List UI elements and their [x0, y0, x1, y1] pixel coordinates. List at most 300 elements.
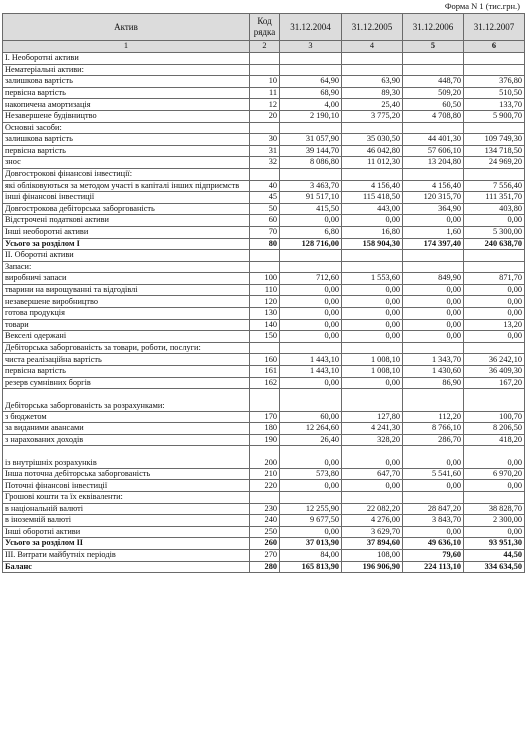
- row-label: знос: [3, 157, 250, 169]
- row-code: 180: [250, 423, 280, 435]
- cell-value: 1 553,60: [342, 273, 403, 285]
- table-row: [3, 526, 525, 538]
- row-label: Векселі одержані: [3, 331, 250, 343]
- table-row: [3, 110, 525, 122]
- cell-value: 1 343,70: [403, 354, 464, 366]
- row-code: 12: [250, 99, 280, 111]
- table-row: [3, 377, 525, 389]
- row-code: 30: [250, 134, 280, 146]
- balance-sheet-table: [2, 13, 525, 573]
- cell-value: [280, 389, 342, 411]
- cell-value: 4 708,80: [403, 110, 464, 122]
- table-row: [3, 446, 525, 468]
- row-code: [250, 250, 280, 262]
- cell-value: 133,70: [464, 99, 525, 111]
- cell-value: 0,00: [464, 526, 525, 538]
- table-row: [3, 226, 525, 238]
- cell-value: 0,00: [342, 296, 403, 308]
- cell-value: 63,90: [342, 76, 403, 88]
- row-code: 160: [250, 354, 280, 366]
- row-code: 40: [250, 180, 280, 192]
- row-label: Нематеріальні активи:: [3, 64, 250, 76]
- cell-value: [464, 122, 525, 134]
- row-code: 210: [250, 468, 280, 480]
- row-code: 120: [250, 296, 280, 308]
- row-code: 162: [250, 377, 280, 389]
- row-label: первісна вартість: [3, 145, 250, 157]
- cell-value: [342, 168, 403, 180]
- cell-value: 38 828,70: [464, 503, 525, 515]
- cell-value: [280, 342, 342, 354]
- row-label: Інші необоротні активи: [3, 226, 250, 238]
- row-label: Відстрочені податкові активи: [3, 215, 250, 227]
- cell-value: 2 300,00: [464, 515, 525, 527]
- table-row: [3, 561, 525, 573]
- cell-value: [342, 389, 403, 411]
- cell-value: 111 351,70: [464, 192, 525, 204]
- table-row: [3, 192, 525, 204]
- cell-value: 0,00: [403, 526, 464, 538]
- row-label: Основні засоби:: [3, 122, 250, 134]
- cell-value: 328,20: [342, 434, 403, 446]
- cell-value: 165 813,90: [280, 561, 342, 573]
- table-row: [3, 203, 525, 215]
- column-number: 4: [342, 41, 403, 53]
- table-row: [3, 64, 525, 76]
- cell-value: 64,90: [280, 76, 342, 88]
- cell-value: [403, 250, 464, 262]
- cell-value: 1 008,10: [342, 366, 403, 378]
- cell-value: 1 430,60: [403, 366, 464, 378]
- cell-value: [403, 342, 464, 354]
- cell-value: [342, 64, 403, 76]
- cell-value: 89,30: [342, 87, 403, 99]
- row-label: Незавершене будівництво: [3, 110, 250, 122]
- cell-value: 4,00: [280, 99, 342, 111]
- cell-value: 0,00: [280, 480, 342, 492]
- cell-value: 108,00: [342, 549, 403, 561]
- row-code: 32: [250, 157, 280, 169]
- cell-value: [280, 64, 342, 76]
- table-row: [3, 491, 525, 503]
- cell-value: 4 156,40: [342, 180, 403, 192]
- header-2004: 31.12.2004: [280, 14, 342, 41]
- row-label: в іноземній валюті: [3, 515, 250, 527]
- row-label: залишкова вартість: [3, 134, 250, 146]
- row-code: 220: [250, 480, 280, 492]
- cell-value: 364,90: [403, 203, 464, 215]
- cell-value: 7 556,40: [464, 180, 525, 192]
- table-row: [3, 331, 525, 343]
- row-code: 200: [250, 446, 280, 468]
- row-label: I. Необоротні активи: [3, 53, 250, 65]
- cell-value: 4 241,30: [342, 423, 403, 435]
- row-label: готова продукція: [3, 308, 250, 320]
- cell-value: 127,80: [342, 411, 403, 423]
- row-code: 11: [250, 87, 280, 99]
- cell-value: [342, 491, 403, 503]
- row-code: 140: [250, 319, 280, 331]
- form-title: Форма N 1 (тис.грн.): [444, 1, 520, 11]
- cell-value: 0,00: [403, 331, 464, 343]
- column-number: 2: [250, 41, 280, 53]
- row-code: [250, 342, 280, 354]
- row-code: 60: [250, 215, 280, 227]
- cell-value: 100,70: [464, 411, 525, 423]
- row-code: 45: [250, 192, 280, 204]
- cell-value: 0,00: [280, 296, 342, 308]
- table-row: [3, 308, 525, 320]
- cell-value: 376,80: [464, 76, 525, 88]
- cell-value: [464, 64, 525, 76]
- cell-value: [464, 53, 525, 65]
- cell-value: 3 629,70: [342, 526, 403, 538]
- cell-value: 0,00: [280, 526, 342, 538]
- cell-value: 286,70: [403, 434, 464, 446]
- cell-value: 46 042,80: [342, 145, 403, 157]
- row-code: 100: [250, 273, 280, 285]
- cell-value: 647,70: [342, 468, 403, 480]
- cell-value: 0,00: [342, 480, 403, 492]
- cell-value: [280, 250, 342, 262]
- cell-value: 0,00: [280, 319, 342, 331]
- row-label: II. Оборотні активи: [3, 250, 250, 262]
- cell-value: 24 969,20: [464, 157, 525, 169]
- row-code: 70: [250, 226, 280, 238]
- cell-value: 0,00: [464, 480, 525, 492]
- cell-value: 0,00: [403, 480, 464, 492]
- row-label: інші фінансові інвестиції: [3, 192, 250, 204]
- cell-value: 448,70: [403, 76, 464, 88]
- header-2006: 31.12.2006: [403, 14, 464, 41]
- cell-value: 60,50: [403, 99, 464, 111]
- row-label: в національній валюті: [3, 503, 250, 515]
- cell-value: [403, 491, 464, 503]
- row-code: [250, 122, 280, 134]
- cell-value: 5 300,00: [464, 226, 525, 238]
- cell-value: 158 904,30: [342, 238, 403, 250]
- cell-value: 79,60: [403, 549, 464, 561]
- cell-value: [342, 122, 403, 134]
- row-code: 31: [250, 145, 280, 157]
- cell-value: [464, 250, 525, 262]
- header-code: Код рядка: [250, 14, 280, 41]
- cell-value: [403, 389, 464, 411]
- table-row: [3, 134, 525, 146]
- cell-value: 13 204,80: [403, 157, 464, 169]
- cell-value: 849,90: [403, 273, 464, 285]
- cell-value: 8 206,50: [464, 423, 525, 435]
- row-code: [250, 261, 280, 273]
- table-row: [3, 366, 525, 378]
- table-row: [3, 215, 525, 227]
- cell-value: [403, 168, 464, 180]
- row-code: [250, 64, 280, 76]
- cell-value: 509,20: [403, 87, 464, 99]
- cell-value: 1 443,10: [280, 354, 342, 366]
- row-label: Усього за розділом II: [3, 538, 250, 550]
- cell-value: 510,50: [464, 87, 525, 99]
- row-label: первісна вартість: [3, 87, 250, 99]
- cell-value: 0,00: [342, 215, 403, 227]
- cell-value: 334 634,50: [464, 561, 525, 573]
- cell-value: 0,00: [280, 446, 342, 468]
- table-row: [3, 434, 525, 446]
- cell-value: 174 397,40: [403, 238, 464, 250]
- table-row: [3, 157, 525, 169]
- cell-value: [280, 261, 342, 273]
- cell-value: 37 013,90: [280, 538, 342, 550]
- cell-value: 0,00: [464, 308, 525, 320]
- row-label: Довгострокові фінансові інвестиції:: [3, 168, 250, 180]
- row-label: які обліковуються за методом участі в капіталі інших підприємств: [3, 180, 250, 192]
- cell-value: 86,90: [403, 377, 464, 389]
- column-number-row: [3, 41, 525, 53]
- table-row: [3, 389, 525, 411]
- row-code: 161: [250, 366, 280, 378]
- row-label: чиста реалізаційна вартість: [3, 354, 250, 366]
- row-code: 190: [250, 434, 280, 446]
- row-label: Довгострокова дебіторська заборгованість: [3, 203, 250, 215]
- cell-value: 0,00: [342, 331, 403, 343]
- cell-value: [403, 122, 464, 134]
- cell-value: 36 242,10: [464, 354, 525, 366]
- cell-value: 4 156,40: [403, 180, 464, 192]
- cell-value: 0,00: [464, 446, 525, 468]
- row-label: Запаси:: [3, 261, 250, 273]
- cell-value: 0,00: [342, 446, 403, 468]
- cell-value: [280, 491, 342, 503]
- cell-value: 8 086,80: [280, 157, 342, 169]
- cell-value: [403, 64, 464, 76]
- row-label: Інші оборотні активи: [3, 526, 250, 538]
- cell-value: 4 276,00: [342, 515, 403, 527]
- cell-value: 35 030,50: [342, 134, 403, 146]
- table-row: [3, 342, 525, 354]
- row-label: Інша поточна дебіторська заборгованість: [3, 468, 250, 480]
- row-label: Поточні фінансові інвестиції: [3, 480, 250, 492]
- cell-value: [342, 53, 403, 65]
- cell-value: 224 113,10: [403, 561, 464, 573]
- row-code: 250: [250, 526, 280, 538]
- row-label: з нарахованих доходів: [3, 434, 250, 446]
- cell-value: 418,20: [464, 434, 525, 446]
- row-code: 230: [250, 503, 280, 515]
- row-label: резерв сумнівних боргів: [3, 377, 250, 389]
- cell-value: [403, 53, 464, 65]
- cell-value: 0,00: [280, 284, 342, 296]
- cell-value: 36 409,30: [464, 366, 525, 378]
- cell-value: 9 677,50: [280, 515, 342, 527]
- cell-value: [280, 168, 342, 180]
- cell-value: 12 264,60: [280, 423, 342, 435]
- cell-value: 415,50: [280, 203, 342, 215]
- row-code: 280: [250, 561, 280, 573]
- cell-value: 3 843,70: [403, 515, 464, 527]
- table-row: [3, 411, 525, 423]
- row-code: 270: [250, 549, 280, 561]
- cell-value: 0,00: [280, 331, 342, 343]
- cell-value: 0,00: [280, 308, 342, 320]
- table-row: [3, 99, 525, 111]
- cell-value: 167,20: [464, 377, 525, 389]
- table-row: [3, 87, 525, 99]
- table-row: [3, 53, 525, 65]
- row-code: [250, 168, 280, 180]
- header-asset: Актив: [3, 14, 250, 41]
- row-code: [250, 53, 280, 65]
- table-header-row: [3, 14, 525, 41]
- column-number: 1: [3, 41, 250, 53]
- cell-value: 240 638,70: [464, 238, 525, 250]
- cell-value: 0,00: [280, 377, 342, 389]
- cell-value: [403, 261, 464, 273]
- row-label: Усього за розділом I: [3, 238, 250, 250]
- cell-value: 128 716,00: [280, 238, 342, 250]
- table-row: [3, 549, 525, 561]
- cell-value: [342, 261, 403, 273]
- cell-value: [464, 491, 525, 503]
- table-row: [3, 480, 525, 492]
- column-number: 3: [280, 41, 342, 53]
- table-row: [3, 354, 525, 366]
- table-row: [3, 261, 525, 273]
- cell-value: 8 766,10: [403, 423, 464, 435]
- row-code: 80: [250, 238, 280, 250]
- row-label: незавершене виробництво: [3, 296, 250, 308]
- cell-value: 0,00: [403, 284, 464, 296]
- cell-value: 11 012,30: [342, 157, 403, 169]
- cell-value: 115 418,50: [342, 192, 403, 204]
- cell-value: 0,00: [464, 215, 525, 227]
- cell-value: 91 517,10: [280, 192, 342, 204]
- row-label: Грошові кошти та їх еквіваленти:: [3, 491, 250, 503]
- cell-value: 44,50: [464, 549, 525, 561]
- cell-value: 0,00: [342, 319, 403, 331]
- cell-value: 112,20: [403, 411, 464, 423]
- row-code: 20: [250, 110, 280, 122]
- row-code: 170: [250, 411, 280, 423]
- cell-value: 0,00: [342, 377, 403, 389]
- table-row: [3, 503, 525, 515]
- row-label: за виданими авансами: [3, 423, 250, 435]
- cell-value: 22 082,20: [342, 503, 403, 515]
- row-label: тварини на вирощуванні та відгодівлі: [3, 284, 250, 296]
- cell-value: 68,90: [280, 87, 342, 99]
- cell-value: 37 894,60: [342, 538, 403, 550]
- table-row: [3, 145, 525, 157]
- row-code: 240: [250, 515, 280, 527]
- cell-value: [464, 168, 525, 180]
- cell-value: 31 057,90: [280, 134, 342, 146]
- cell-value: 0,00: [403, 308, 464, 320]
- cell-value: 6,80: [280, 226, 342, 238]
- cell-value: [464, 389, 525, 411]
- row-label: Дебіторська заборгованість за товари, роботи, послуги:: [3, 342, 250, 354]
- table-row: [3, 250, 525, 262]
- row-label: Баланс: [3, 561, 250, 573]
- cell-value: 12 255,90: [280, 503, 342, 515]
- table-row: [3, 468, 525, 480]
- cell-value: 60,00: [280, 411, 342, 423]
- cell-value: [342, 342, 403, 354]
- table-row: [3, 515, 525, 527]
- cell-value: 0,00: [464, 296, 525, 308]
- table-row: [3, 168, 525, 180]
- row-label: залишкова вартість: [3, 76, 250, 88]
- table-body: [3, 53, 525, 573]
- cell-value: 25,40: [342, 99, 403, 111]
- row-code: 150: [250, 331, 280, 343]
- cell-value: 2 190,10: [280, 110, 342, 122]
- row-label: III. Витрати майбутніх періодів: [3, 549, 250, 561]
- cell-value: 44 401,30: [403, 134, 464, 146]
- cell-value: 0,00: [342, 284, 403, 296]
- cell-value: 134 718,50: [464, 145, 525, 157]
- cell-value: 871,70: [464, 273, 525, 285]
- row-label: товари: [3, 319, 250, 331]
- cell-value: 0,00: [403, 215, 464, 227]
- cell-value: 712,60: [280, 273, 342, 285]
- header-2005: 31.12.2005: [342, 14, 403, 41]
- column-number: 5: [403, 41, 464, 53]
- row-label: первісна вартість: [3, 366, 250, 378]
- row-code: [250, 389, 280, 411]
- cell-value: 3 775,20: [342, 110, 403, 122]
- row-code: 10: [250, 76, 280, 88]
- cell-value: 573,80: [280, 468, 342, 480]
- cell-value: 3 463,70: [280, 180, 342, 192]
- row-label: із внутрішніх розрахунків: [3, 446, 250, 468]
- cell-value: 443,00: [342, 203, 403, 215]
- cell-value: [280, 122, 342, 134]
- table-row: [3, 273, 525, 285]
- table-row: [3, 319, 525, 331]
- table-row: [3, 180, 525, 192]
- cell-value: 28 847,20: [403, 503, 464, 515]
- row-code: 260: [250, 538, 280, 550]
- cell-value: 0,00: [464, 284, 525, 296]
- cell-value: [280, 53, 342, 65]
- cell-value: 196 906,90: [342, 561, 403, 573]
- cell-value: 84,00: [280, 549, 342, 561]
- row-code: 50: [250, 203, 280, 215]
- table-row: [3, 122, 525, 134]
- cell-value: 5 900,70: [464, 110, 525, 122]
- column-number: 6: [464, 41, 525, 53]
- cell-value: 0,00: [403, 296, 464, 308]
- cell-value: [464, 342, 525, 354]
- cell-value: 5 541,60: [403, 468, 464, 480]
- row-code: [250, 491, 280, 503]
- cell-value: 13,20: [464, 319, 525, 331]
- cell-value: 49 636,10: [403, 538, 464, 550]
- cell-value: 39 144,70: [280, 145, 342, 157]
- table-row: [3, 423, 525, 435]
- table-row: [3, 76, 525, 88]
- row-label: виробничі запаси: [3, 273, 250, 285]
- cell-value: 0,00: [280, 215, 342, 227]
- cell-value: 26,40: [280, 434, 342, 446]
- cell-value: 93 951,30: [464, 538, 525, 550]
- cell-value: 6 970,20: [464, 468, 525, 480]
- header-2007: 31.12.2007: [464, 14, 525, 41]
- table-row: [3, 238, 525, 250]
- row-code: 130: [250, 308, 280, 320]
- cell-value: 0,00: [342, 308, 403, 320]
- cell-value: 0,00: [403, 446, 464, 468]
- cell-value: 1 008,10: [342, 354, 403, 366]
